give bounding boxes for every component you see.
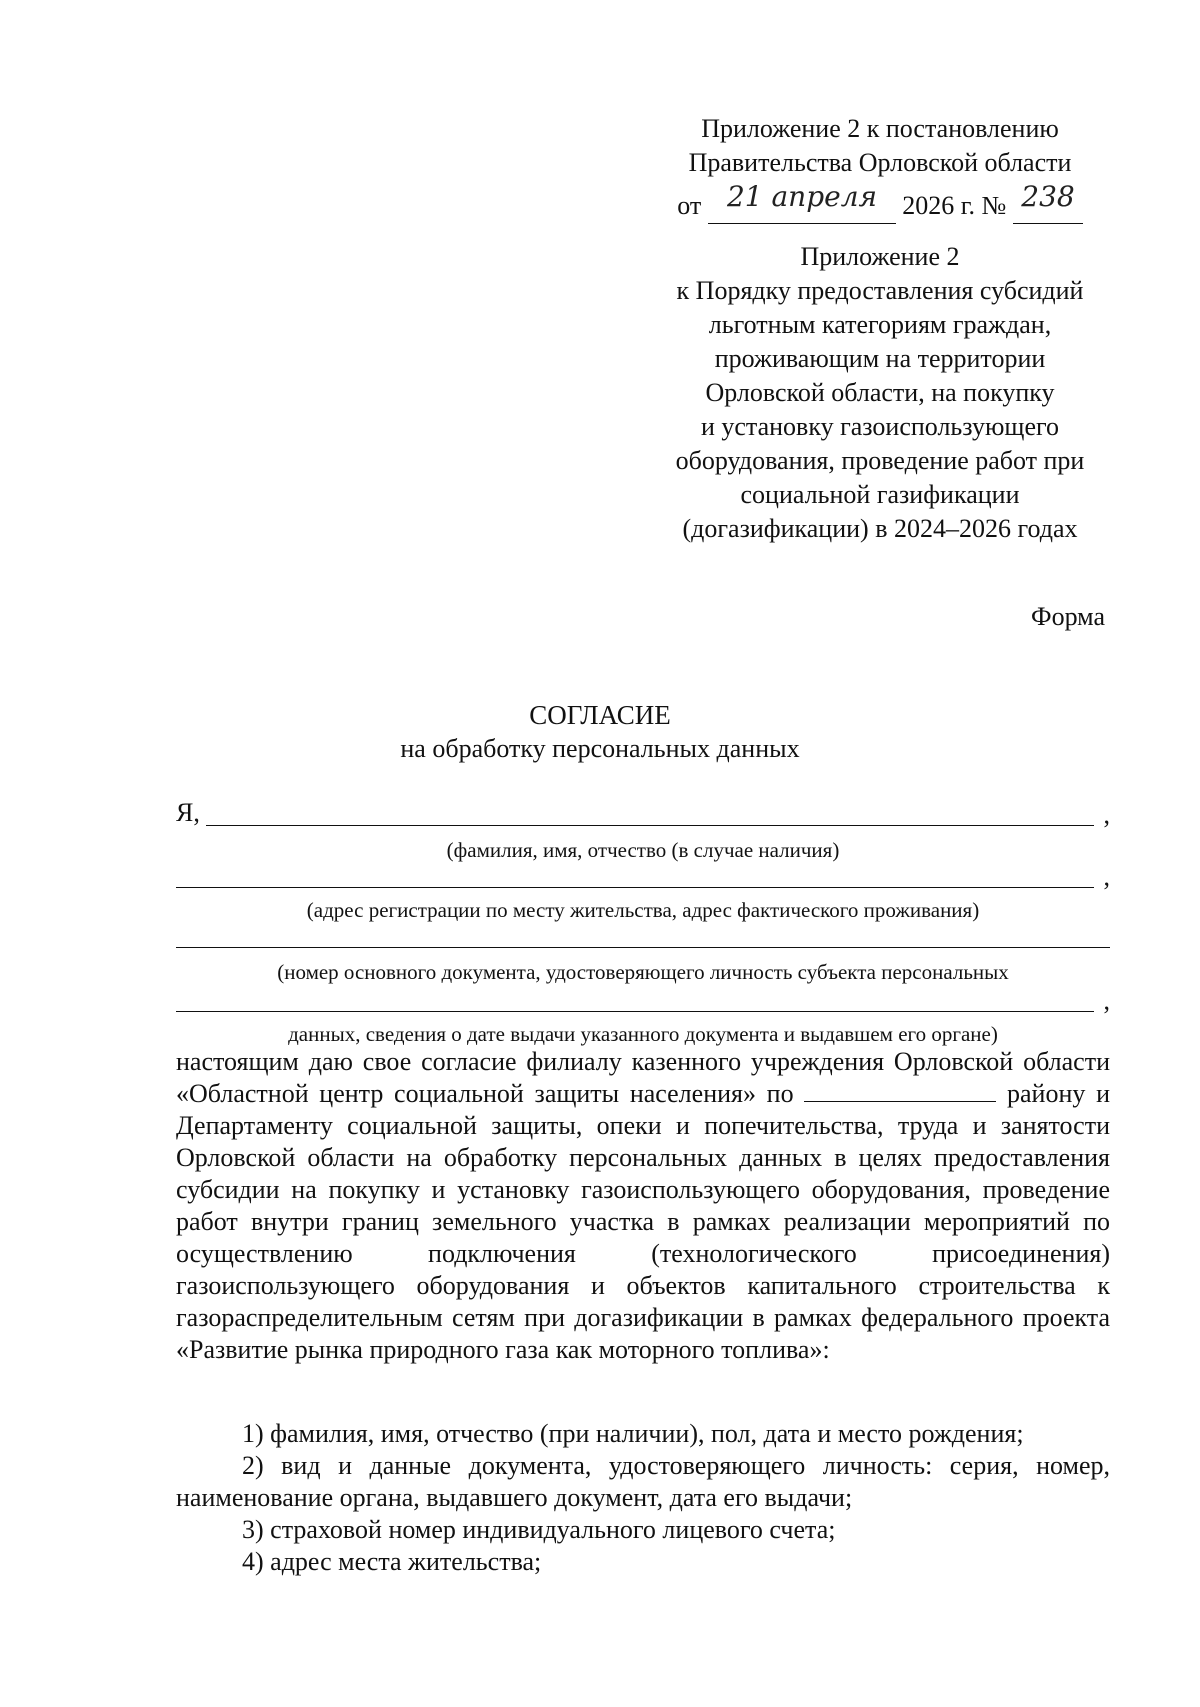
annex2-line: Орловской области, на покупку: [705, 378, 1055, 407]
annex-issuer: Правительства Орловской области: [688, 148, 1072, 177]
address-field-line[interactable]: [176, 887, 1094, 888]
handwritten-date: [708, 180, 896, 224]
comma: ,: [1103, 800, 1110, 829]
consent-text-part1: настоящим даю свое согласие филиалу казенного учреждения Орловской области «Областной центр социальной защиты населения» по: [176, 1047, 1110, 1108]
annex2-line: (догазификации) в 2024–2026 годах: [682, 514, 1078, 543]
annex2-line: к Порядку предоставления субсидий: [676, 276, 1084, 305]
annex-header: [645, 112, 1115, 224]
handwritten-number: [1013, 180, 1083, 224]
i-prefix: Я,: [176, 798, 200, 827]
list-item: 4) адрес места жительства;: [242, 1547, 542, 1576]
annex2-line: льготным категориям граждан,: [708, 310, 1052, 339]
address-field-row: [176, 860, 1110, 894]
document-field-line-2[interactable]: [176, 1011, 1094, 1012]
annex2-line: проживающим на территории: [714, 344, 1046, 373]
date-prefix: от: [677, 191, 702, 220]
svg-text:238: 238: [1021, 180, 1075, 213]
decree-date-line: [645, 180, 1115, 224]
consent-text-part2: району и Департаменту социальной защиты, опеки и попечительства, труда и занятости Орловской области на обработку персональных данных в целях предоставления субсидии на покупку и установку газоиспользующего оборудования, проведение работ внутри границ земельного участка в рамках реализации мероприятий по осуществлению подключения (технологического присоединения) газоиспользующего оборудования и объектов капитального строительства к газораспределительным сетям при догазификации в рамках федерального проекта «Развитие рынка природного газа как моторного топлива»:: [176, 1079, 1110, 1364]
annex2-line: и установку газоиспользующего: [700, 412, 1060, 441]
name-field-line[interactable]: [206, 825, 1094, 826]
comma: ,: [1103, 862, 1110, 891]
document-field-line[interactable]: [176, 947, 1110, 948]
handwritten-number-signature: [1013, 180, 1083, 214]
annex2-line: оборудования, проведение работ при: [675, 446, 1085, 475]
district-blank[interactable]: [804, 1079, 996, 1102]
svg-text:21 апреля: 21 апреля: [726, 180, 877, 213]
form-label: Форма: [1031, 602, 1105, 631]
annex-title: Приложение 2 к постановлению: [701, 114, 1059, 143]
handwritten-date-signature: [708, 180, 896, 214]
caption-document-1: (номер основного документа, удостоверяющего личность субъекта персональных: [277, 960, 1009, 984]
annex2-title: Приложение 2: [800, 242, 960, 271]
date-year: 2026 г. №: [902, 191, 1007, 220]
caption-address: (адрес регистрации по месту жительства, адрес фактического проживания): [306, 898, 980, 922]
document-title: СОГЛАСИЕ: [529, 700, 671, 730]
list-item: 2) вид и данные документа, удостоверяющего личность: серия, номер, наименование органа, выдавшего документ, дата его выдачи;: [176, 1451, 1110, 1512]
caption-name: (фамилия, имя, отчество (в случае наличия): [446, 838, 840, 862]
document-subtitle: на обработку персональных данных: [400, 734, 800, 763]
annex2-line: социальной газификации: [740, 480, 1020, 509]
document-field-row: [176, 920, 1110, 954]
consent-body: [176, 1046, 1110, 1366]
annex2-header: [645, 240, 1115, 546]
list-item: 3) страховой номер индивидуального лицевого счета;: [242, 1515, 836, 1544]
name-field-row: [176, 798, 1110, 832]
list-item: 1) фамилия, имя, отчество (при наличии), пол, дата и место рождения;: [242, 1419, 1024, 1448]
document-field-row-2: [176, 984, 1110, 1018]
comma: ,: [1103, 986, 1110, 1015]
caption-document-2: данных, сведения о дате выдачи указанного документа и выдавшем его органе): [288, 1022, 998, 1046]
